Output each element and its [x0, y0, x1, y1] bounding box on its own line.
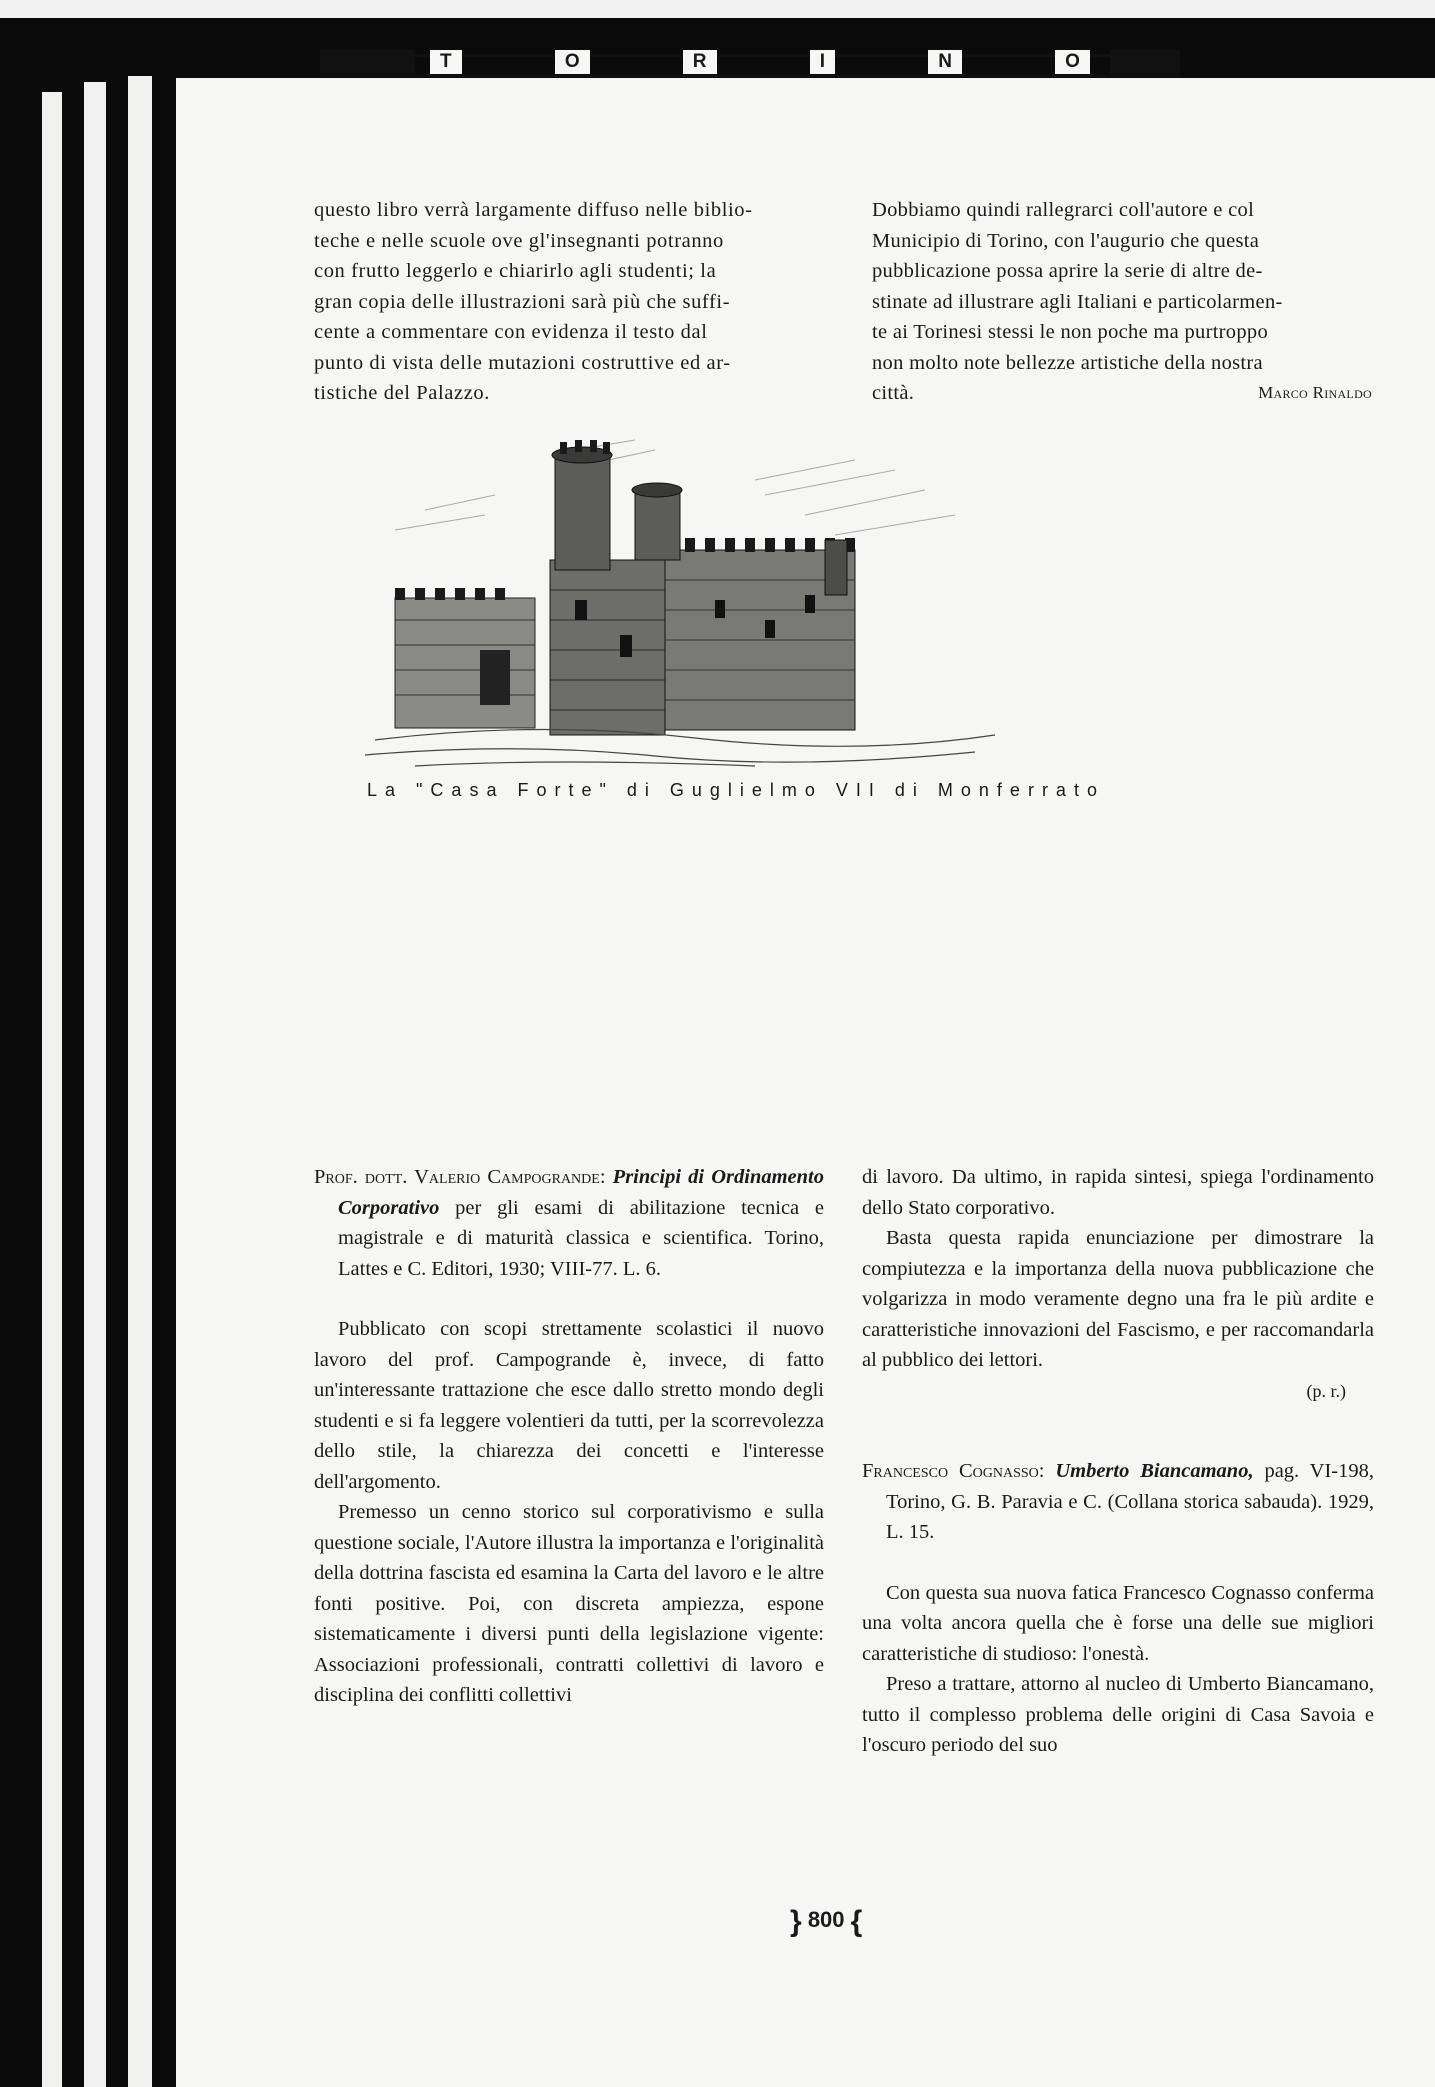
text-line: pubblicazione possa aprire la serie di altre de-	[872, 260, 1263, 282]
text-line: gran copia delle illustrazioni sarà più che suffi-	[314, 290, 731, 313]
text-line: questo libro verrà largamente diffuso nelle biblio-	[314, 199, 753, 221]
review-citation	[862, 1456, 1375, 1548]
text-line: tistiche del Palazzo.	[314, 382, 490, 404]
figure-caption: La "Casa Forte" di Guglielmo VII di Monferrato	[367, 780, 1105, 800]
page-number: } 800 {	[790, 1905, 863, 1938]
review-paragraph: Basta questa rapida enunciazione per dimostrare la compiutezza e la importanza della nuova pubblicazione che volgarizza in modo veramente degno una fra le più ardite e caratteristiche innovazioni del Fascismo, e per raccomandarla al pubblico dei lettori.	[862, 1227, 1374, 1371]
page-edge-stripe	[42, 92, 62, 2087]
top-right-column	[872, 195, 1372, 409]
castle-illustration	[335, 420, 1015, 770]
page-edge-stripe	[128, 76, 152, 2087]
text-line: Dobbiamo quindi rallegrarci coll'autore e col	[872, 199, 1255, 221]
running-header	[320, 50, 1180, 74]
review-paragraph: Con questa sua nuova fatica Francesco Cognasso conferma una volta ancora quella che è forse una delle sue migliori caratteristiche di studioso: l'onestà.	[862, 1581, 1374, 1665]
text-line: città. Marco Rinaldo	[872, 378, 1372, 409]
header-title: T O R I N O	[430, 50, 1090, 74]
review-title: Umberto Biancamano,	[1055, 1460, 1254, 1482]
review-details: per gli esami di abilitazione tecnica e magistrale e di maturità classica e scientifica. Torino, Lattes e C. Editori, 1930; VIII-77. L. 6.	[338, 1196, 825, 1280]
author-signature: Marco Rinaldo	[1258, 383, 1372, 402]
review-paragraph: Premesso un cenno storico sul corporativismo e sulla questione sociale, l'Autore illustra la importanza e l'originalità della dottrina fascista ed esamina la Carta del lavoro e le altre fonti positive. Poi, con discreta ampiezza, espone sistematicamente i diversi punti della legislazione vigente: Associazioni professionali, contratti collettivi di lavoro e disciplina dei conflitti collettivi	[314, 1501, 824, 1706]
review-paragraph: Pubblicato con scopi strettamente scolastici il nuovo lavoro del prof. Campogrande è, invece, di fatto un'interessante trattazione che esce dallo stretto mondo degli studenti e si fa leggere volentieri da tutti, per la scorrevolezza dello stile, la chiarezza dei concetti e l'interesse dell'argomento.	[314, 1318, 824, 1493]
review-title: Principi di Ordinamento Corporativo	[338, 1166, 824, 1219]
review-paragraph: di lavoro. Da ultimo, in rapida sintesi, spiega l'ordinamento dello Stato corporativo.	[862, 1166, 1374, 1219]
text-line: Municipio di Torino, con l'augurio che questa	[872, 229, 1260, 252]
scan-top-edge	[0, 0, 1435, 18]
text-line: teche e nelle scuole ove gl'insegnanti potranno	[314, 229, 724, 252]
text-line: te ai Torinesi stessi le non poche ma purtroppo	[872, 321, 1269, 343]
review-signature: (p. r.)	[1306, 1380, 1346, 1401]
ornament-right-icon: {	[850, 1905, 863, 1938]
review-left-column	[314, 1162, 824, 1711]
review-right-column	[862, 1162, 1374, 1761]
top-left-column	[314, 195, 824, 409]
text-line: cente a commentare con evidenza il testo dal	[314, 321, 708, 343]
page-edge-stripe	[84, 82, 106, 2087]
ornament-left-icon: }	[790, 1905, 802, 1938]
review-citation	[314, 1162, 825, 1284]
text-line: punto di vista delle mutazioni costruttive ed ar-	[314, 351, 731, 374]
review-author: Prof. dott. Valerio Campogrande:	[314, 1166, 606, 1188]
review-author: Francesco Cognasso:	[862, 1460, 1045, 1482]
review-details: pag. VI-198, Torino, G. B. Paravia e C. (Collana storica sabauda). 1929, L. 15.	[886, 1460, 1375, 1543]
review-paragraph: Preso a trattare, attorno al nucleo di Umberto Biancamano, tutto il complesso problema delle origini di Casa Savoia e l'oscuro periodo del suo	[862, 1673, 1374, 1756]
text-line: non molto note bellezze artistiche della nostra	[872, 351, 1263, 374]
text-line: con frutto leggerlo e chiarirlo agli studenti; la	[314, 260, 717, 282]
text-line: stinate ad illustrare agli Italiani e particolarmen-	[872, 290, 1283, 313]
